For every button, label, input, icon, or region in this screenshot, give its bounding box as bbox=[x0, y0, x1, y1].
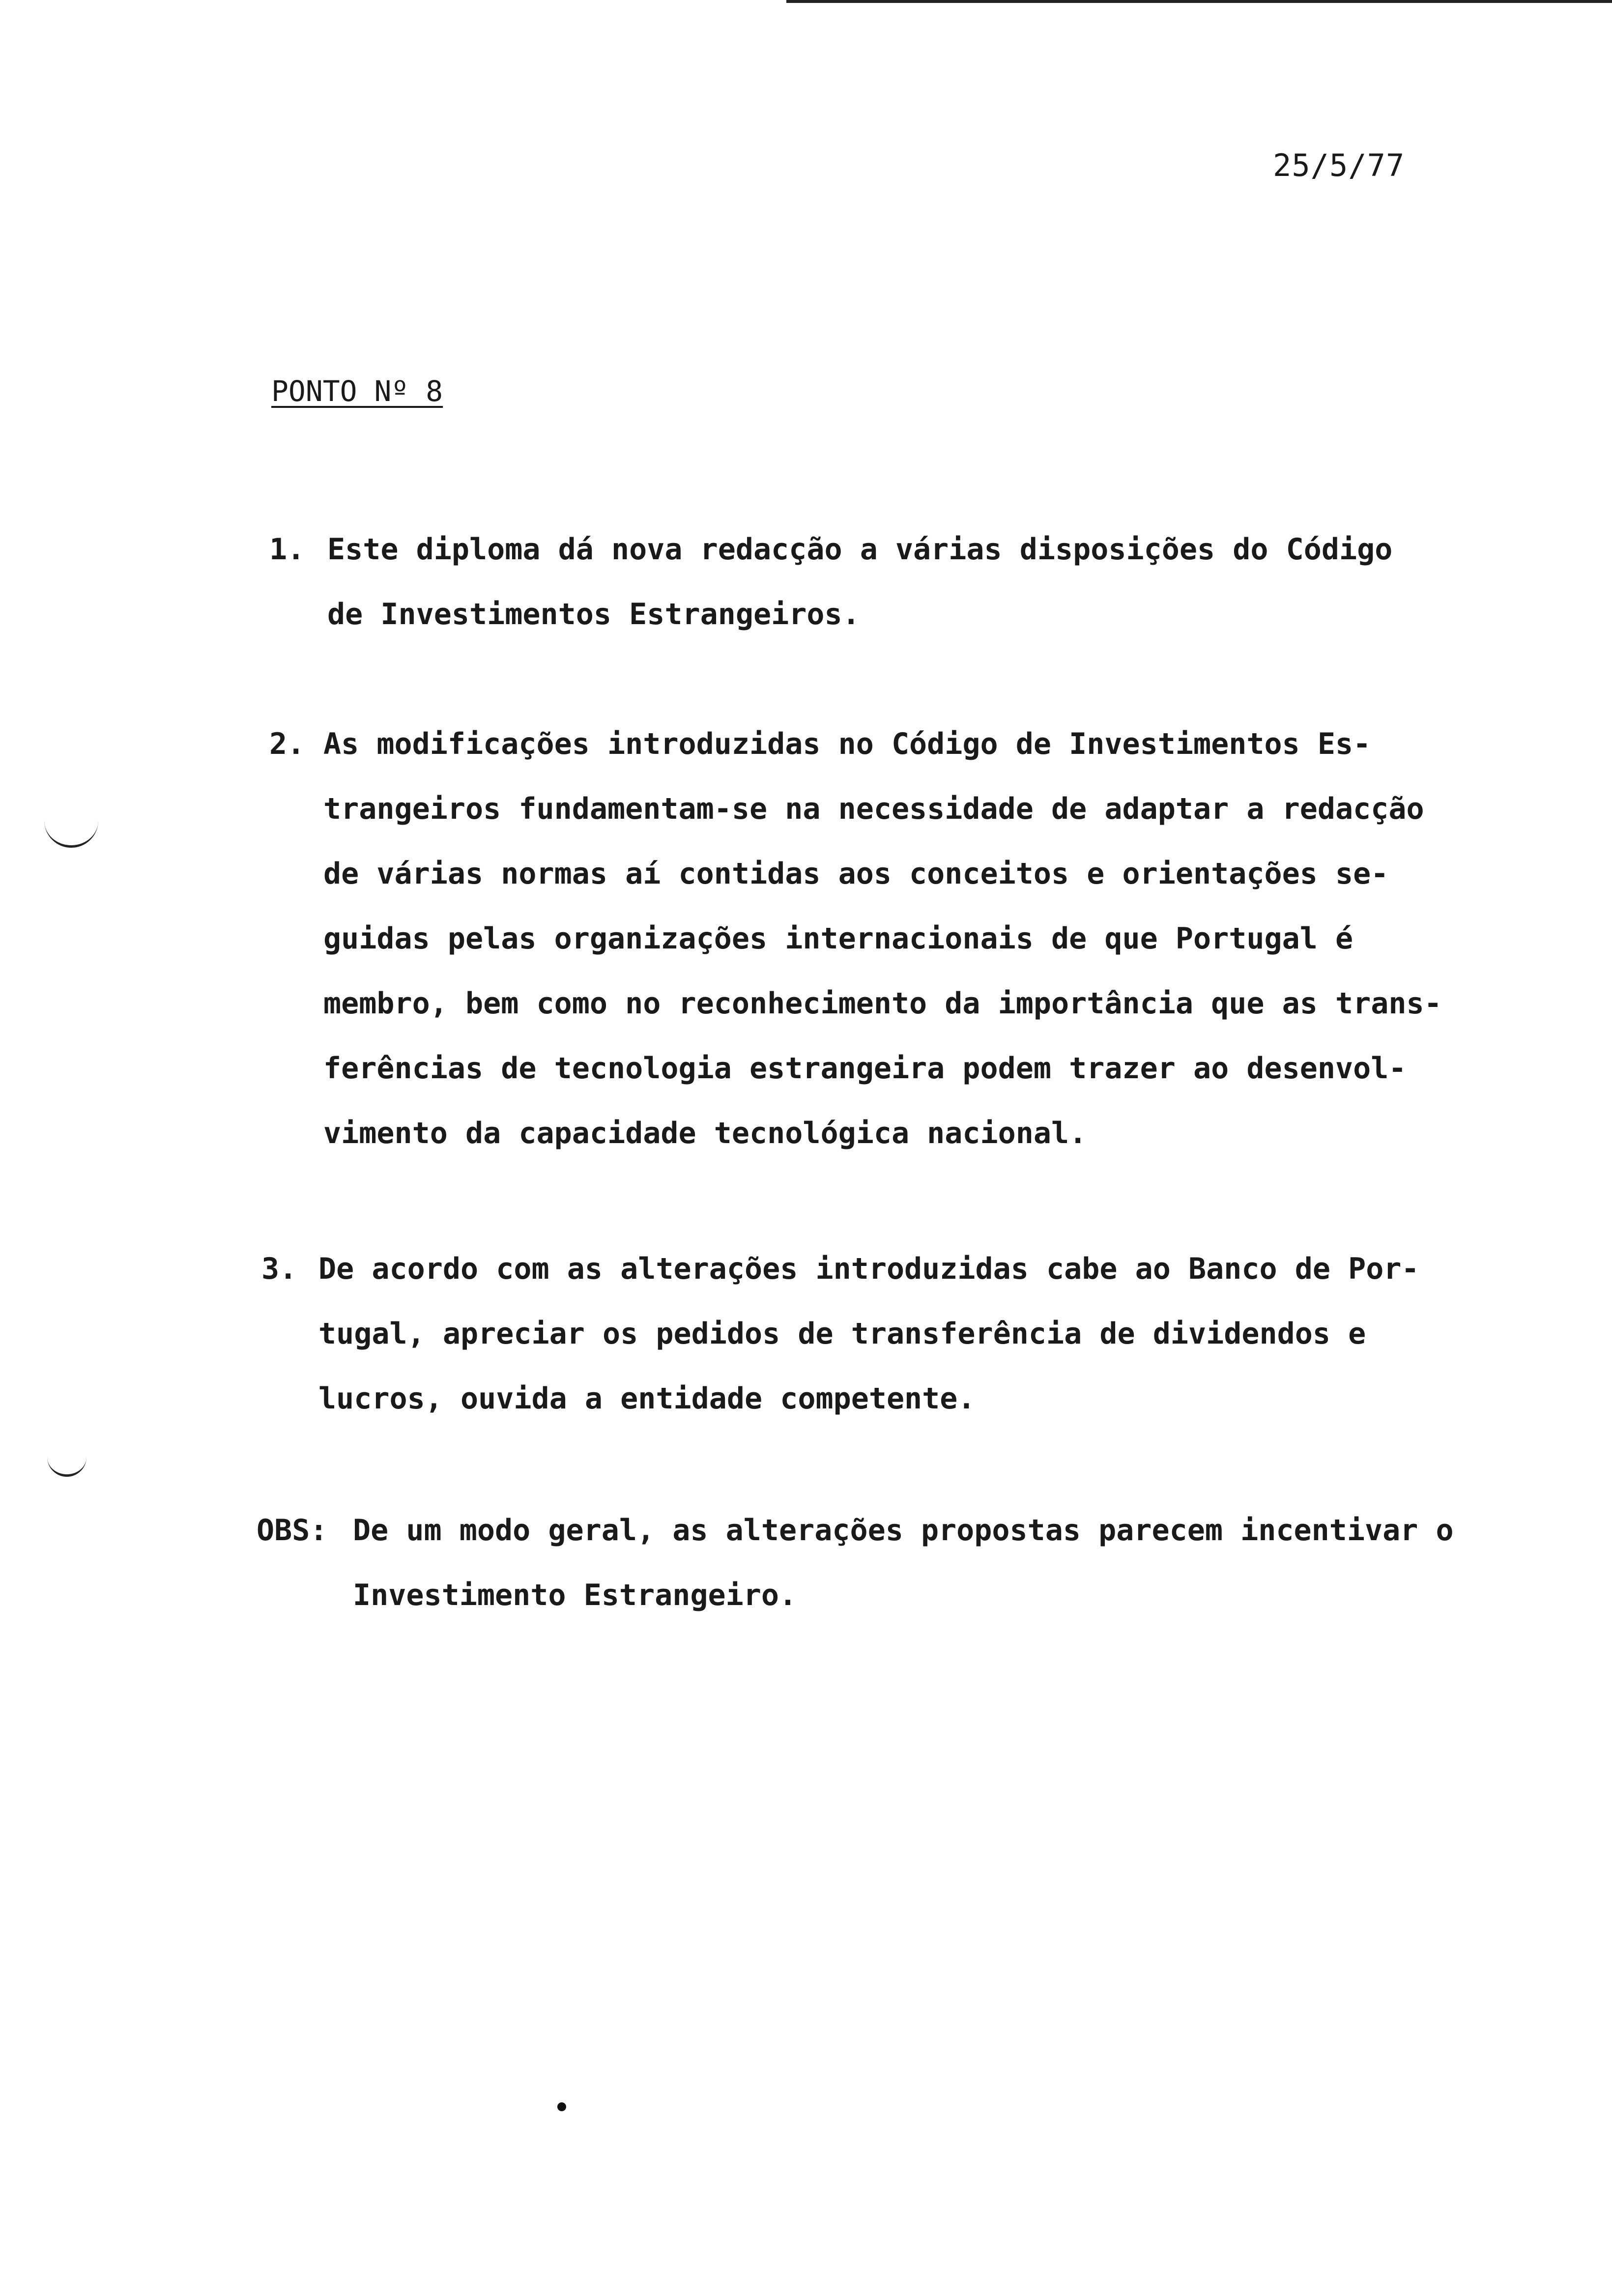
item-line: trangeiros fundamentam-se na necessidade de adaptar a redacção bbox=[323, 792, 1424, 826]
list-item-3 bbox=[261, 1236, 1419, 1431]
item-line: lucros, ouvida a entidade competente. bbox=[318, 1381, 976, 1416]
observation-note bbox=[257, 1498, 1454, 1628]
obs-line: Investimento Estrangeiro. bbox=[353, 1578, 797, 1612]
obs-label: OBS: bbox=[257, 1513, 328, 1548]
margin-handwritten-mark bbox=[44, 816, 98, 848]
item-line: Este diploma dá nova redacção a várias disposições do Código bbox=[327, 532, 1393, 567]
document-date: 25/5/77 bbox=[1273, 147, 1405, 183]
item-line: membro, bem como no reconhecimento da importância que as trans- bbox=[323, 986, 1442, 1021]
obs-line: De um modo geral, as alterações propostas parecem incentivar o bbox=[353, 1513, 1454, 1548]
margin-handwritten-mark bbox=[47, 1455, 86, 1477]
top-rule bbox=[786, 0, 1612, 3]
item-number: 3. bbox=[261, 1252, 297, 1286]
item-line: de Investimentos Estrangeiros. bbox=[327, 597, 860, 631]
list-item-2 bbox=[269, 712, 1442, 1166]
item-line: vimento da capacidade tecnológica nacional. bbox=[323, 1116, 1087, 1150]
ink-dot bbox=[557, 2102, 566, 2111]
item-number: 2. bbox=[269, 727, 305, 761]
item-line: de várias normas aí contidas aos conceitos e orientações se- bbox=[323, 857, 1389, 891]
item-line: ferências de tecnologia estrangeira podem trazer ao desenvol- bbox=[323, 1051, 1407, 1086]
item-line: As modificações introduzidas no Código de Investimentos Es- bbox=[323, 727, 1371, 761]
item-line: tugal, apreciar os pedidos de transferência de dividendos e bbox=[318, 1317, 1366, 1351]
item-number: 1. bbox=[269, 532, 305, 567]
item-line: guidas pelas organizações internacionais de que Portugal é bbox=[323, 921, 1353, 956]
item-line: De acordo com as alterações introduzidas cabe ao Banco de Por- bbox=[318, 1252, 1419, 1286]
section-heading: PONTO Nº 8 bbox=[271, 374, 443, 408]
list-item-1 bbox=[269, 517, 1392, 647]
